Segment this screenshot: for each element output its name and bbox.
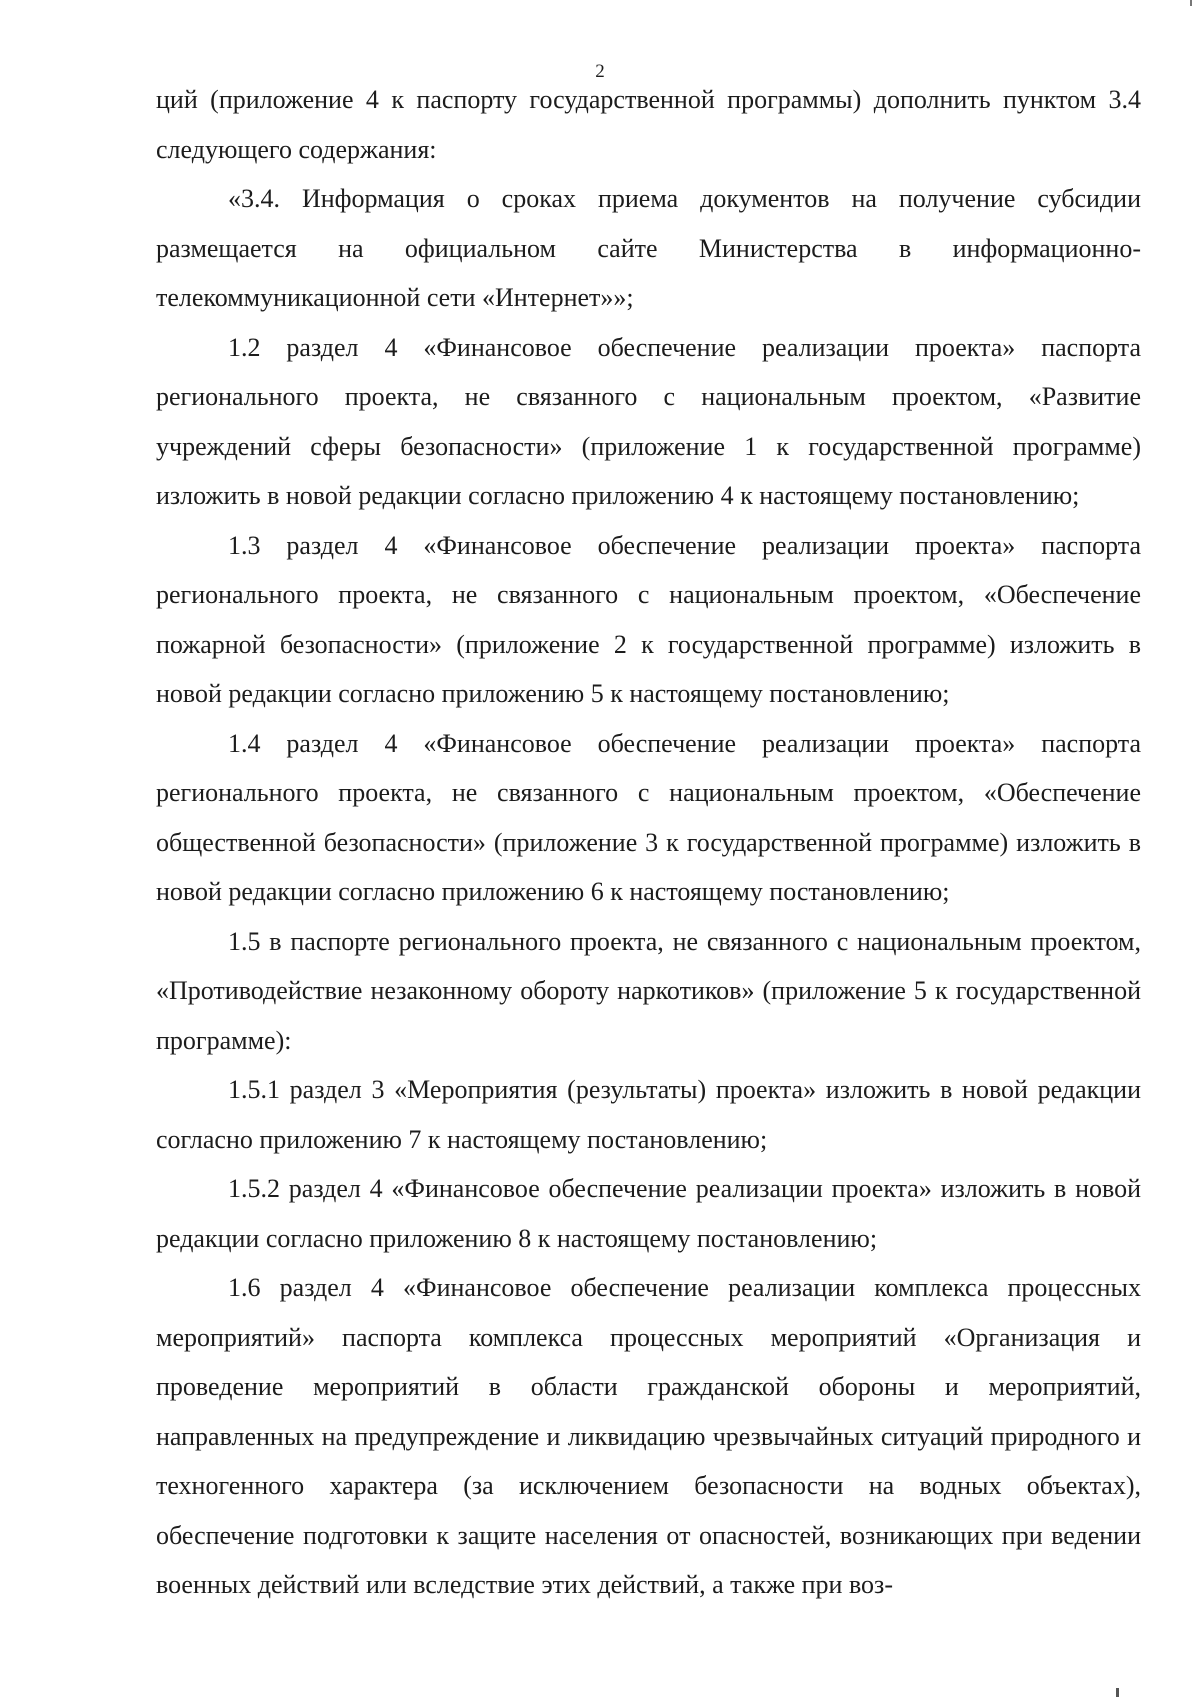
scan-corner-mark xyxy=(1190,0,1192,6)
paragraph: 1.5 в паспорте регионального проекта, не связанного с национальным проектом, «Противодействие незаконному обороту наркотиков» (приложение 5 к государственной программе): xyxy=(156,926,1141,1055)
paragraph: 1.3 раздел 4 «Финансовое обеспечение реализации проекта» паспорта регионального проекта, не связанного с национальным проектом, «Обеспечение пожарной безопасности» (приложение 2 к государственной программе) изложить в новой редакции согласно приложению 5 к настоящему постановлению; xyxy=(156,530,1141,708)
paragraph: 1.4 раздел 4 «Финансовое обеспечение реализации проекта» паспорта регионального проекта, не связанного с национальным проектом, «Обеспечение общественной безопасности» (приложение 3 к государственной программе) изложить в новой редакции согласно приложению 6 к настоящему постановлению; xyxy=(156,728,1141,906)
paragraph: 1.2 раздел 4 «Финансовое обеспечение реализации проекта» паспорта регионального проекта, не связанного с национальным проектом, «Развитие учреждений сферы безопасности» (приложение 1 к государственной программе) изложить в новой редакции согласно приложению 4 к настоящему постановлению; xyxy=(156,332,1141,510)
paragraph: 1.5.2 раздел 4 «Финансовое обеспечение реализации проекта» изложить в новой редакции согласно приложению 8 к настоящему постановлению; xyxy=(156,1174,1141,1253)
page-number: 2 xyxy=(595,61,605,82)
scan-margin-mark xyxy=(1116,1688,1119,1697)
paragraph: ций (приложение 4 к паспорту государственной программы) дополнить пунктом 3.4 следующего содержания: xyxy=(156,85,1141,164)
paragraph: «3.4. Информация о сроках приема документов на получение субсидии размещается на официальном сайте Министерства в информационно-телекоммуникационной сети «Интернет»»; xyxy=(156,184,1141,312)
document-body xyxy=(156,75,1141,1610)
paragraph: 1.6 раздел 4 «Финансовое обеспечение реализации комплекса процессных мероприятий» паспорта комплекса процессных мероприятий «Организация и проведение мероприятий в области гражданской обороны и мероприятий, направленных на предупреждение и ликвидацию чрезвычайных ситуаций природного и техногенного характера (за исключением безопасности на водных объектах), обеспечение подготовки к защите населения от опасностей, возникающих при ведении военных действий или вследствие этих действий, а также при воз- xyxy=(156,1273,1141,1599)
paragraph: 1.5.1 раздел 3 «Мероприятия (результаты) проекта» изложить в новой редакции согласно приложению 7 к настоящему постановлению; xyxy=(156,1075,1141,1154)
